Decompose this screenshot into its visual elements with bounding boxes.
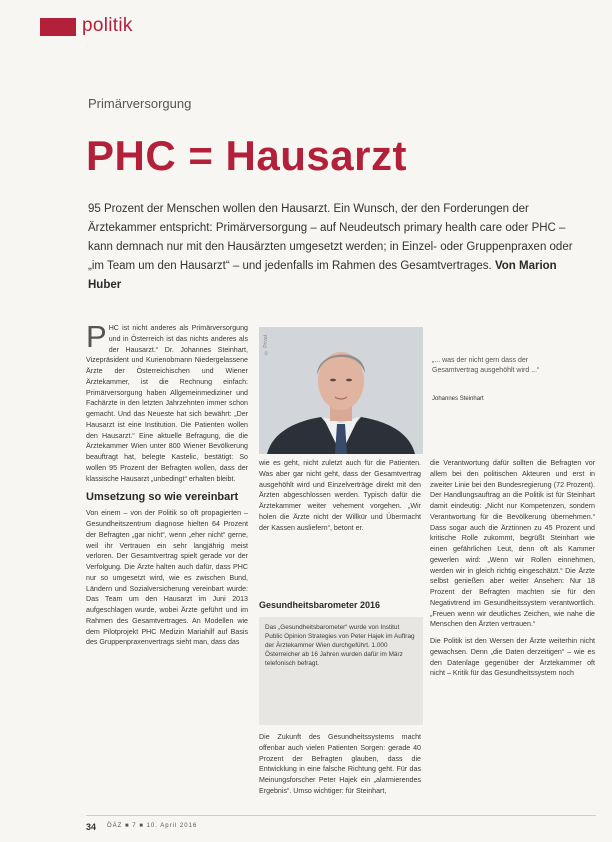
pull-quote-source: Johannes Steinhart: [432, 396, 484, 402]
section-color-bar: [40, 18, 76, 36]
column1-paragraph-1: HC ist nicht anderes als Primärversorgung und in Österreich ist das nichts anderes als der Hausarzt.“ Dr. Johannes Steinhart, Vizepräsident und Kurienobmann Niedergelassene Ärzte der Österreichischen und Wiener Ärztekammer, ist die Rechnung einfach: Primärversorgung haben Allgemeinmediziner und Fachärzte in den letzten Jahrzehnten immer schon gemacht. Und das Neueste hat sich bewährt: „Der Hausarzt ist eine Institution. Die Patienten wollen den Hausarzt.“ Eine aktuelle Befragung, die die Ärztekammer Wien unter 800 Wiener Bevölkerung beauftragt hat, belegte Kastelic, bestätigt: So wollen 95 Prozent der Befragten wollen, dass der klassische Hausarzt „unbedingt“ erhalten bleibt.: [86, 324, 248, 483]
lead-text: 95 Prozent der Menschen wollen den Hausarzt. Ein Wunsch, der den Forderungen der Ärztekammer entspricht: Primärversorgung – auf Neudeutsch primary health care oder PHC – kann demnach nur mit den Hausärzten umgesetzt werden; in Einzel- oder Gruppenpraxen oder „im Team um den Hausarzt“ – und jedenfalls im Rahmen des Gesamtvertrages.: [88, 203, 573, 272]
page-number: 34: [86, 822, 97, 832]
section-title: politik: [82, 15, 133, 36]
pull-quote: „... was der nicht gern dass der Gesamtvertrag ausgehöhlt wird ...“: [432, 357, 540, 374]
photo-credit: © Privat: [263, 335, 269, 356]
article-column-2: [259, 458, 421, 533]
info-box-text: Das „Gesundheitsbarometer“ wurde von Institut Public Opinion Strategies von Peter Hajek im Auftrag der Ärztekammer Wien durchgeführt. 1.000 Österreicher ab 16 Jahren wurden dafür im März telefonisch befragt.: [265, 624, 415, 667]
column2-paragraph-2: Die Zukunft des Gesundheitssystems macht offenbar auch vielen Patienten Sorgen: gerade 40 Prozent der Befragten glauben, dass die Entwicklung in eine falsche Richtung geht. Für das Meinungsforscher Peter Hajek ein „alarmierendes Ergebnis“. Umso wichtiger: für Steinhart,: [259, 733, 421, 795]
column1-paragraph-2: Von einem – von der Politik so oft propagierten – Gesundheitszentrum diagnose hielten 64 Prozent der Befragten „gar nicht“, wenn „eher nicht“ gerne, weil ihr Vertrauen ein sehr langjährig meist verloren. Der Gesamtvertrag spielt gerade vor der Verfolgung. Die Ärzte halten auch dafür, dass PHC nur so umgesetzt wird, wie es zwischen Bund, Ländern und Sozialversicherung vereinbart wurde: Das Team um den Hausarzt im Juni 2013 aufgeschlagen wurde, wobei Ärzte geführt und im Rahmen des Gesamtvertrages. An Modellen wie dem Pilotprojekt PHC Medizin Mariahilf auf Basis des Gruppenpraxenvertrags sieht man, dass das: [86, 509, 248, 647]
article-lead: [88, 200, 588, 295]
column2-paragraph-1: wie es geht, nicht zuletzt auch für die Patienten. Was aber gar nicht geht, dass der Gesamtvertrag ausgehöhlt wird und Einzelverträge direkt mit den Ärzten abgeschlossen werden. Typisch dafür die Ärztekammer weiter vehement vorgehen. „Wir holen die Ärzte nicht der Willkür und Übermacht der Kassen ausliefern“, betont er.: [259, 459, 421, 532]
column3-paragraph-2: Die Politik ist den Wersen der Ärzte weiterhin nicht gewachsen. Denn „die Daten derzeitigen“ – wie es den Datenlage gegenüber der Ärztekammer oft nicht – Kritik für das Gesundheitssystem noch: [430, 637, 595, 678]
portrait-illustration: [259, 327, 423, 454]
portrait-photo: [259, 327, 423, 454]
publication-info: ÖÄZ ■ 7 ■ 10. April 2016: [107, 823, 198, 829]
drop-cap: P: [86, 319, 107, 354]
article-column-3: [430, 458, 595, 679]
column3-paragraph-1: die Verantwortung dafür sollten die Befragten vor allem bei den politischen Akteuren und erst in zweiter Linie bei den Bundesregierung (72 Prozent). Der Handlungsauftrag an die Politik ist für Steinhart damit eindeutig: „Nicht nur Kompetenzen, sondern Verantwortung für die Bevölkerung übernehmen.“ Dass sogar auch die Ärztinnen zu 45 Prozent und kritische Rolle zukommt, begrüßt Steinhart wie einen gefährlichen Leut, denn oft als Kammer gewerlen wird: „Wenn wir Rollen einnehmen, werden wir in gleich richtig eingeschätzt.“ Die Ärzte selbst genießen aber weiter Ansehen: Nur 18 Prozent der Befragten machten sie für den Negativtrend im Gesundheitssystem verantwortlich. „Freuen wenn wir deutliches Zeichen, wie nahe die Menschen den Ärzten vertrauen.“: [430, 459, 595, 629]
article-kicker: Primärversorgung: [88, 96, 192, 111]
article-headline: PHC = Hausarzt: [86, 132, 407, 179]
article-author: Von Marion Huber: [88, 260, 557, 291]
info-box-title: Gesundheitsbarometer 2016: [259, 600, 381, 610]
article-column-1: [86, 319, 248, 648]
column1-subhead: Umsetzung so wie vereinbart: [86, 491, 239, 504]
footer-rule: [86, 815, 596, 816]
article-column-2-continued: [259, 732, 421, 797]
